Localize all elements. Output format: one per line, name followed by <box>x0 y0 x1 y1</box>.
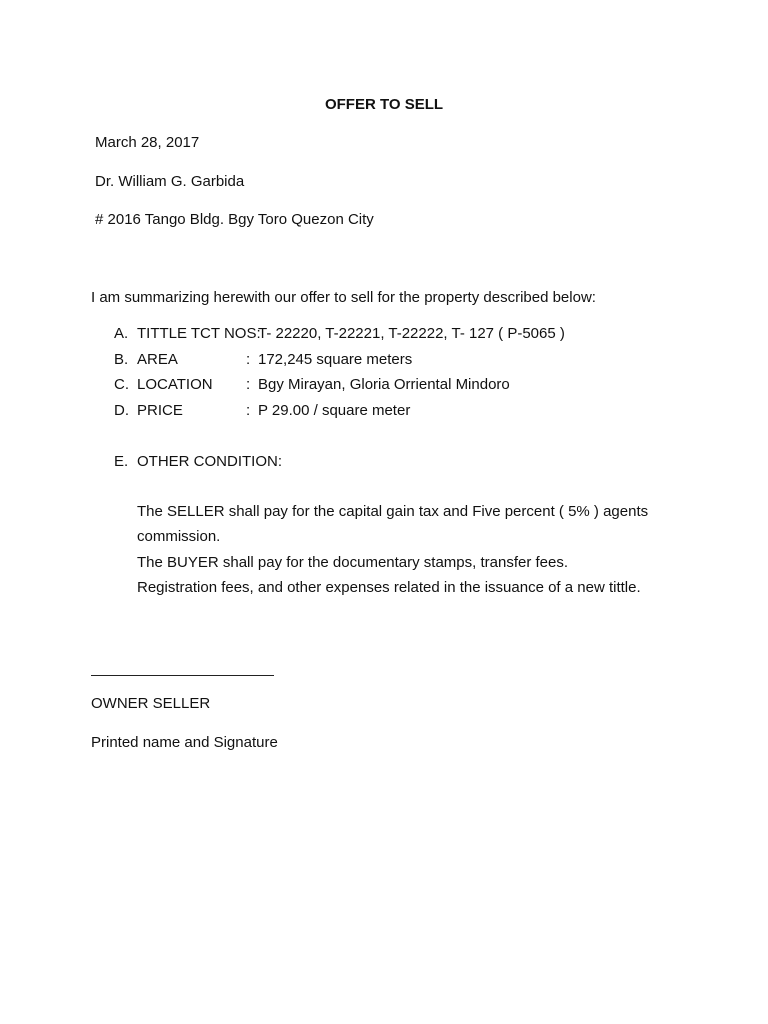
list-item-value: T- 22220, T-22221, T-22222, T- 127 ( P-5065 ) <box>258 325 565 342</box>
list-item-label: OTHER CONDITION: <box>137 453 282 470</box>
list-item-colon: : <box>246 376 251 393</box>
list-item-letter: B. <box>114 351 129 368</box>
condition-line: The BUYER shall pay for the documentary stamps, transfer fees. <box>137 554 569 571</box>
list-item-label: PRICE <box>137 402 183 419</box>
list-item-label: AREA <box>137 351 178 368</box>
condition-line: The SELLER shall pay for the capital gain tax and Five percent ( 5% ) agents <box>137 503 649 520</box>
list-item-colon: : <box>246 351 251 368</box>
list-item-label: TITTLE TCT NOS: <box>137 325 261 342</box>
signature-subcaption: Printed name and Signature <box>91 734 278 751</box>
list-item-label: LOCATION <box>137 376 213 393</box>
list-item-value: P 29.00 / square meter <box>258 402 411 419</box>
list-item-value: Bgy Mirayan, Gloria Orriental Mindoro <box>258 376 510 393</box>
addressee-name: Dr. William G. Garbida <box>95 173 245 190</box>
list-item-value: 172,245 square meters <box>258 351 413 368</box>
condition-line: Registration fees, and other expenses related in the issuance of a new tittle. <box>137 579 641 596</box>
signature-caption: OWNER SELLER <box>91 695 211 712</box>
addressee-address: # 2016 Tango Bldg. Bgy Toro Quezon City <box>95 211 374 228</box>
list-item-letter: C. <box>114 376 129 393</box>
list-item-letter: D. <box>114 402 129 419</box>
condition-line: commission. <box>137 528 221 545</box>
document-title: OFFER TO SELL <box>324 96 444 113</box>
intro-paragraph: I am summarizing herewith our offer to sell for the property described below: <box>91 289 596 306</box>
list-item-letter: E. <box>114 453 129 470</box>
signature-line <box>91 675 274 676</box>
letter-date: March 28, 2017 <box>95 134 200 151</box>
list-item-colon: : <box>246 402 251 419</box>
list-item-letter: A. <box>114 325 129 342</box>
